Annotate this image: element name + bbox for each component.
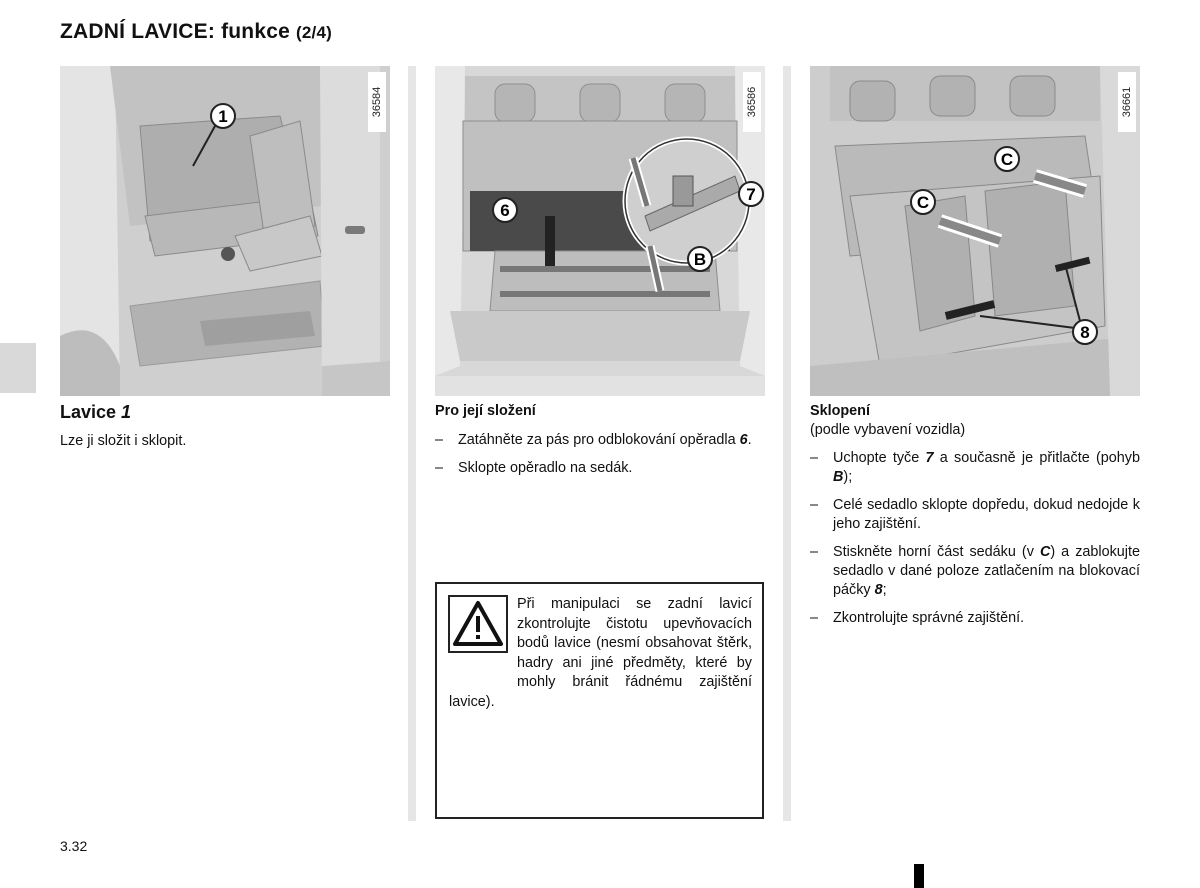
section-subheading: (podle vybavení vozidla) (810, 422, 966, 438)
body-paragraph: Lze ji složit i sklopit. (60, 433, 187, 449)
column-divider (408, 66, 416, 821)
page-title (60, 20, 332, 44)
section-heading: Sklopení (810, 403, 870, 419)
figure-bench-seat (60, 66, 390, 396)
column-2-text (435, 402, 765, 487)
column-divider (783, 66, 791, 821)
callout-label: B (693, 250, 707, 269)
figure-reference: 36584 (368, 72, 386, 132)
bench-seat-illustration (60, 66, 390, 396)
page-number: 3.32 (60, 838, 88, 854)
figure-reference: 36661 (1118, 72, 1136, 132)
section-heading: Lavice 1 (60, 402, 132, 422)
tilt-seat-illustration (810, 66, 1140, 396)
list-item: – Zatáhněte za pás pro odblokování opěradla 6. (435, 431, 765, 450)
column-1-text (60, 403, 390, 451)
title-page-fraction: (2/4) (296, 23, 332, 42)
list-item: – Zkontrolujte správné zajištění. (810, 609, 1140, 628)
list-item: – Sklopte opěradlo na sedák. (435, 459, 765, 478)
column-3-text (810, 402, 1140, 637)
list-item: – Stiskněte horní část sedáku (v C) a zablokujte sedadlo v dané poloze zatlačením na blokovací páčky 8; (810, 543, 1140, 600)
title-text: ZADNÍ LAVICE: funkce (60, 20, 290, 43)
callout-label: 8 (1080, 323, 1090, 342)
figure-reference: 36586 (743, 72, 761, 132)
page-edge-marker (914, 864, 924, 888)
figure-tilt-seat (810, 66, 1140, 396)
section-tab (0, 343, 36, 393)
warning-text: Při manipulaci se zadní lavicí zkontrolujte čistotu upevňovacích bodů lavice (nesmí obsahovat štěrk, hadry ani jiné předměty, které by mohly bránit řádnému zajištění lavice). (449, 596, 752, 710)
figure-fold-backrest (435, 66, 765, 396)
instruction-list (435, 431, 765, 478)
fold-backrest-illustration (435, 66, 765, 396)
list-item: – Celé sedadlo sklopte dopředu, dokud nedojde k jeho zajištění. (810, 496, 1140, 534)
callout-label: 1 (218, 107, 228, 126)
callout-label: 7 (746, 185, 756, 204)
section-heading: Pro její složení (435, 403, 536, 419)
heading-reference-number: 1 (121, 402, 132, 422)
warning-box (435, 582, 764, 819)
callout-label: 6 (500, 201, 510, 220)
callout-label: C (916, 193, 930, 212)
list-item: – Uchopte tyče 7 a současně je přitlačte (pohyb B); (810, 449, 1140, 487)
instruction-list (810, 449, 1140, 628)
callout-label: C (1000, 150, 1014, 169)
